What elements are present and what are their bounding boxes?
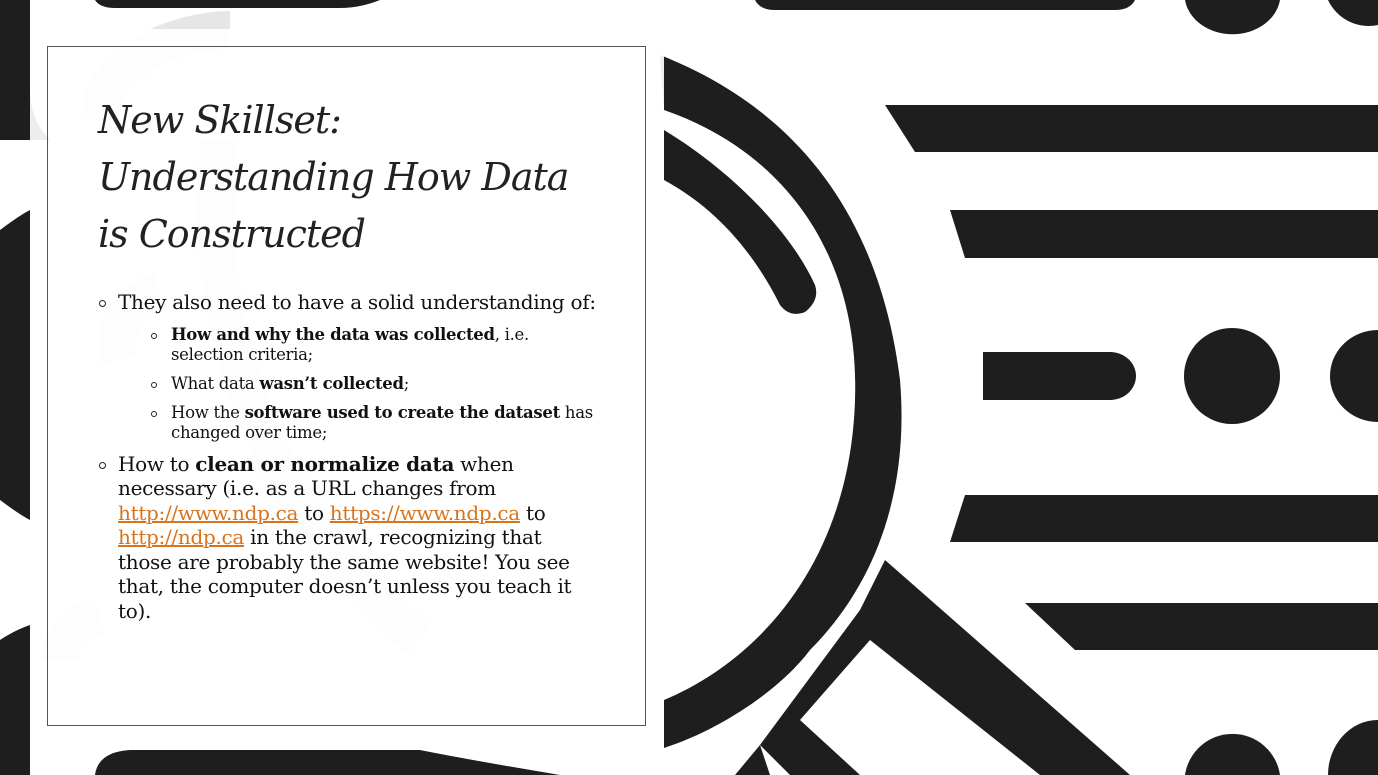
bullet-clean-mid: when necessary (i.e. as a URL changes from	[118, 451, 514, 500]
sub-bullet-collected-bold: How and why the data was collected	[171, 324, 495, 344]
link-http-ndp[interactable]: http://ndp.ca	[118, 525, 245, 549]
sub-bullet-not-collected-pre: What data	[171, 373, 260, 393]
sub-bullet-collected	[148, 325, 596, 365]
title-line-3: is Constructed	[98, 212, 365, 256]
title-line-1: New Skillset:	[98, 98, 341, 142]
bullet-clean-bold: clean or normalize data	[195, 451, 455, 476]
sub-bullet-collected-text: , i.e. selection criteria;	[171, 324, 529, 364]
bullet-clean-to-2: to	[519, 500, 546, 525]
stripe-4	[950, 495, 1378, 542]
bullet-understanding-text: They also need to have a solid understanding of:	[118, 290, 596, 314]
slide-title	[98, 92, 618, 263]
bullet-understanding	[96, 290, 596, 443]
top-bar-mid	[755, 0, 1135, 10]
link-http-www-ndp[interactable]: http://www.ndp.ca	[118, 500, 299, 525]
sub-bullet-software-bold: software used to create the dataset	[244, 402, 560, 422]
sub-bullet-not-collected-bold: wasn’t collected	[259, 373, 404, 393]
slide-body	[96, 290, 596, 623]
dot-2	[1330, 330, 1378, 422]
bullet-list	[96, 290, 596, 623]
sub-bullet-not-collected	[148, 374, 596, 394]
sub-bullet-software	[148, 403, 596, 443]
stripe-3	[983, 352, 1136, 400]
bottom-dot-1	[1185, 734, 1280, 775]
top-dot-1	[1185, 0, 1280, 34]
sub-bullet-list	[148, 325, 596, 443]
title-line-2: Understanding How Data	[98, 155, 569, 199]
bottom-dot-2	[1328, 720, 1378, 775]
bullet-clean-pre: How to	[118, 451, 196, 476]
sub-bullet-not-collected-post: ;	[403, 373, 409, 393]
stripe-5	[1025, 603, 1378, 650]
dot-1	[1184, 328, 1280, 424]
left-edge-bottom	[0, 625, 30, 775]
stripe-2	[950, 210, 1378, 258]
bullet-clean-post: in the crawl, recognizing that those are probably the same website! You see that, the computer doesn’t unless you teach it to).	[118, 525, 572, 623]
left-edge-mid	[0, 210, 30, 520]
sub-bullet-software-post: has changed over time;	[171, 402, 593, 442]
bullet-clean-to-1: to	[298, 500, 330, 525]
sub-bullet-software-pre: How the	[171, 402, 245, 422]
stripe-1	[885, 105, 1378, 152]
bottom-bar-left	[95, 750, 560, 775]
top-bar-left	[95, 0, 380, 8]
top-dot-2	[1328, 0, 1378, 26]
link-https-www-ndp[interactable]: https://www.ndp.ca	[329, 500, 520, 525]
bullet-clean-data	[96, 452, 596, 624]
